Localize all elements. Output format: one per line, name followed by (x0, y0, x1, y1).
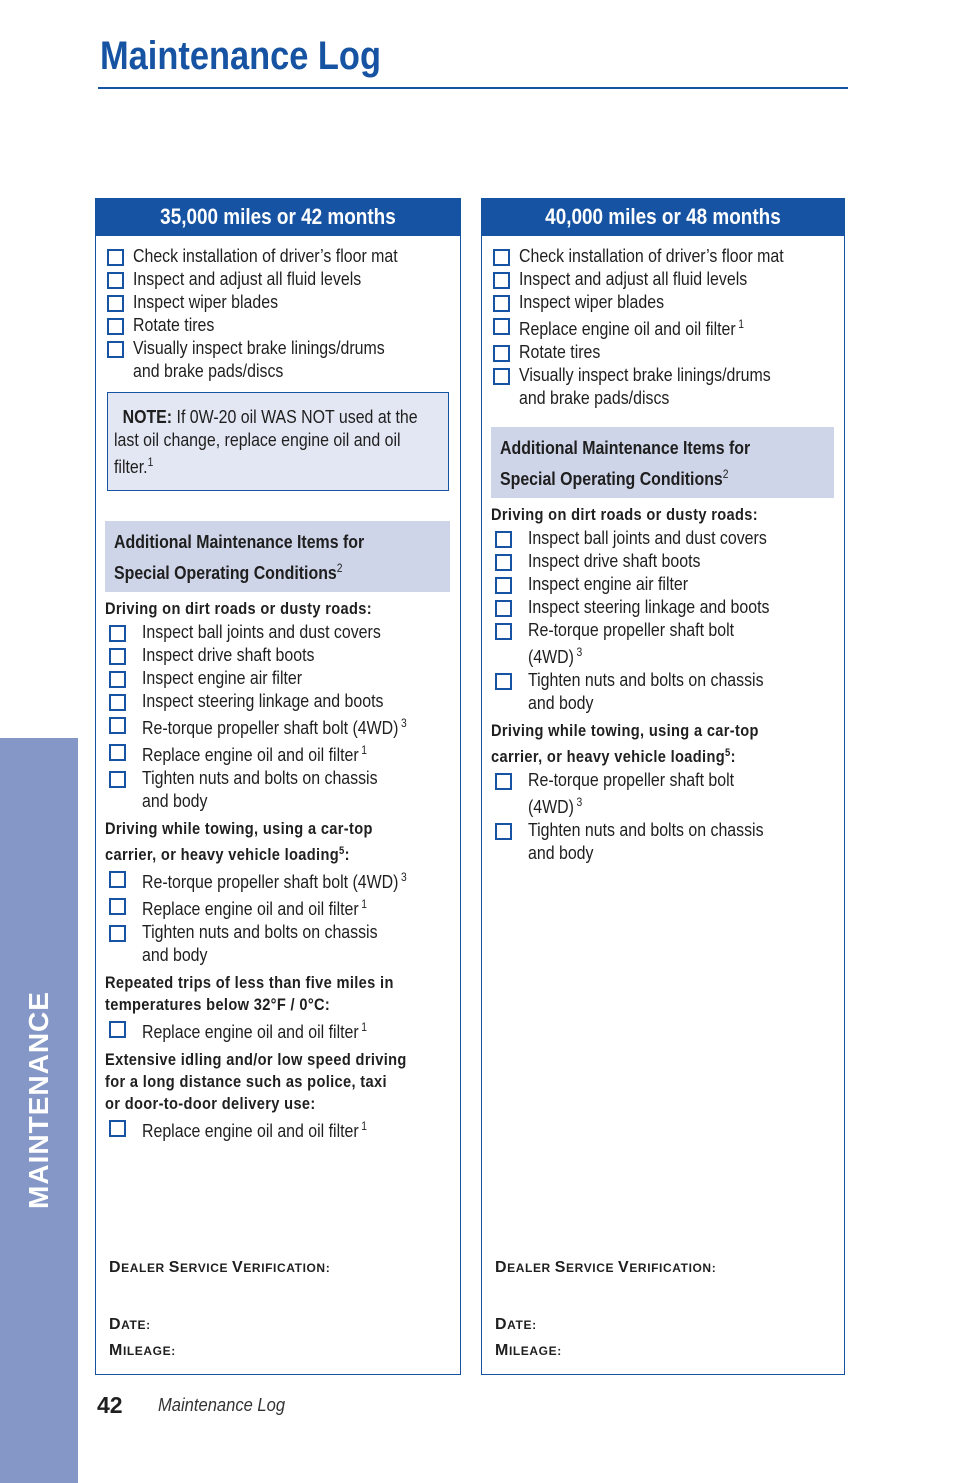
side-tab-label: MAINTENANCE (23, 991, 54, 1209)
checklist-item-label: Inspect and adjust all fluid levels (133, 268, 362, 289)
condition-heading: Driving on dirt roads or dusty roads: (491, 505, 758, 524)
note-footnote: 1 (147, 455, 154, 469)
checkbox[interactable] (107, 249, 124, 266)
checkbox[interactable] (493, 249, 510, 266)
checkbox[interactable] (109, 898, 126, 915)
checklist-item (105, 689, 450, 712)
checklist-item (491, 572, 834, 595)
checklist-item-label: Replace engine oil and oil filter $^1$ (519, 317, 745, 339)
checkbox[interactable] (107, 341, 124, 358)
checklist-item-label: Replace engine oil and oil filter $^1$ (142, 1020, 368, 1042)
checklist-item (491, 267, 834, 290)
footer-label: Maintenance Log (158, 1395, 286, 1415)
checkbox[interactable] (109, 771, 126, 788)
checklist-item-label: Rotate tires (133, 314, 215, 335)
checklist-item (105, 290, 450, 313)
main-checklist (105, 244, 450, 382)
checklist-item-label: Replace engine oil and oil filter $^1$ (142, 897, 368, 919)
checklist-item (491, 244, 834, 267)
checklist-item-label: Inspect steering linkage and boots (528, 596, 770, 617)
checklist-item (491, 618, 834, 668)
checklist-item-label: Visually inspect brake linings/drums and brake pads/discs (519, 364, 771, 408)
checklist-item-label: Tighten nuts and bolts on chassis and body (142, 921, 378, 965)
checklist-item-label: Check installation of driver’s floor mat (133, 245, 398, 266)
checklist-item (105, 666, 450, 689)
checklist-item-label: Replace engine oil and oil filter $^1$ (142, 743, 368, 765)
column-header: 40,000 miles or 48 months (481, 198, 845, 236)
checklist-item-label: Re-torque propeller shaft bolt (4WD) $^3$ (528, 619, 735, 667)
dealer-verification-label: DEALER SERVICE VERIFICATION: (109, 1259, 331, 1276)
checklist-item-label: Rotate tires (519, 341, 601, 362)
checkbox[interactable] (109, 694, 126, 711)
checklist-item (105, 766, 450, 812)
checkbox[interactable] (109, 671, 126, 688)
checklist-item-label: Inspect engine air filter (142, 667, 303, 688)
checklist-item-label: Inspect ball joints and dust covers (528, 527, 767, 548)
checklist-item (105, 620, 450, 643)
column-40000 (481, 198, 845, 1375)
checklist-item-label: Inspect and adjust all fluid levels (519, 268, 748, 289)
footnote-ref: 1 (361, 1020, 368, 1034)
condition-checklist (491, 768, 834, 864)
checklist-item-label: Inspect drive shaft boots (528, 550, 701, 571)
checkbox[interactable] (495, 531, 512, 548)
checkbox[interactable] (109, 871, 126, 888)
checklist-item (105, 866, 450, 893)
checklist-item-label: Check installation of driver’s floor mat (519, 245, 784, 266)
checklist-item (105, 1115, 450, 1142)
checklist-item (105, 712, 450, 739)
condition-checklist (105, 866, 450, 966)
checklist-item-label: Inspect wiper blades (519, 291, 665, 312)
checklist-item (105, 643, 450, 666)
checklist-item (491, 290, 834, 313)
footnote-ref: 3 (401, 716, 407, 730)
checklist-item (491, 595, 834, 618)
column-header: 35,000 miles or 42 months (95, 198, 461, 236)
page-number: 42 (97, 1392, 123, 1418)
footnote-ref: 1 (361, 1119, 368, 1133)
condition-checklist (105, 1016, 450, 1043)
footnote-ref: 1 (361, 897, 368, 911)
checkbox[interactable] (495, 773, 512, 790)
condition-heading: Driving while towing, using a car-top carrier, or heavy vehicle loading$^5$: (491, 721, 759, 766)
special-conditions-heading: Additional Maintenance Items for Special Operating Conditions$^2$ (105, 521, 450, 592)
checkbox[interactable] (493, 345, 510, 362)
checkbox[interactable] (107, 272, 124, 289)
condition-heading: Extensive idling and/or low speed driving for a long distance such as police, taxi or door-to-door delivery use: (105, 1050, 407, 1113)
checklist-item (491, 549, 834, 572)
footnote-ref: 1 (738, 317, 745, 331)
checkbox[interactable] (493, 272, 510, 289)
oil-note (107, 392, 449, 491)
checklist-item (105, 1016, 450, 1043)
note-text: If 0W-20 oil WAS NOT used at the last oil change, replace engine oil and oil filter. (114, 406, 418, 477)
checkbox[interactable] (495, 577, 512, 594)
checklist-item-label: Inspect drive shaft boots (142, 644, 315, 665)
checklist-item-label: Re-torque propeller shaft bolt (4WD) $^3$ (528, 769, 735, 817)
checklist-item-label: Tighten nuts and bolts on chassis and body (528, 669, 764, 713)
checklist-item-label: Tighten nuts and bolts on chassis and body (142, 767, 378, 811)
checkbox[interactable] (109, 717, 126, 734)
checklist-item (491, 363, 834, 409)
checklist-item (491, 526, 834, 549)
condition-checklist (491, 526, 834, 714)
checkbox[interactable] (109, 744, 126, 761)
page-title: Maintenance Log (100, 34, 381, 78)
checkbox[interactable] (495, 600, 512, 617)
dealer-verification-label: DEALER SERVICE VERIFICATION: (495, 1259, 717, 1276)
checkbox[interactable] (493, 295, 510, 312)
date-label: DATE: (109, 1316, 151, 1333)
checklist-item-label: Visually inspect brake linings/drums and brake pads/discs (133, 337, 385, 381)
checkbox[interactable] (109, 925, 126, 942)
condition-heading: Driving while towing, using a car-top carrier, or heavy vehicle loading$^5$: (105, 819, 373, 864)
checklist-item (105, 267, 450, 290)
condition-heading: Repeated trips of less than five miles in temperatures below 32°F / 0°C: (105, 973, 394, 1014)
checkbox[interactable] (109, 625, 126, 642)
main-checklist (491, 244, 834, 409)
special-conditions-heading: Additional Maintenance Items for Special Operating Conditions$^2$ (491, 427, 834, 498)
checkbox[interactable] (109, 1120, 126, 1137)
checklist-item (105, 244, 450, 267)
checklist-item-label: Inspect wiper blades (133, 291, 279, 312)
checkbox[interactable] (495, 823, 512, 840)
mileage-label: MILEAGE: (109, 1342, 176, 1359)
checklist-item-label: Re-torque propeller shaft bolt (4WD) $^3$ (142, 870, 407, 892)
condition-heading: Driving on dirt roads or dusty roads: (105, 599, 372, 618)
date-label: DATE: (495, 1316, 537, 1333)
footnote-ref: 3 (401, 870, 407, 884)
checklist-item (105, 313, 450, 336)
checklist-item-label: Tighten nuts and bolts on chassis and body (528, 819, 764, 863)
checkbox[interactable] (493, 318, 510, 335)
checklist-item-label: Re-torque propeller shaft bolt (4WD) $^3$ (142, 716, 407, 738)
column-35000 (95, 198, 461, 1375)
checkbox[interactable] (109, 1021, 126, 1038)
checklist-item-label: Inspect steering linkage and boots (142, 690, 384, 711)
footnote-ref: 3 (576, 645, 583, 659)
title-rule (98, 87, 848, 89)
checklist-item (491, 668, 834, 714)
checklist-item-label: Inspect ball joints and dust covers (142, 621, 381, 642)
condition-checklist (105, 1115, 450, 1142)
checklist-item-label: Replace engine oil and oil filter $^1$ (142, 1119, 368, 1141)
mileage-label: MILEAGE: (495, 1342, 562, 1359)
checklist-item (491, 818, 834, 864)
checkbox[interactable] (493, 368, 510, 385)
checklist-item (491, 768, 834, 818)
footnote-ref: 1 (361, 743, 368, 757)
footnote-ref: 3 (576, 795, 583, 809)
checkbox[interactable] (109, 648, 126, 665)
checkbox[interactable] (495, 623, 512, 640)
checkbox[interactable] (495, 554, 512, 571)
checkbox[interactable] (107, 318, 124, 335)
checklist-item-label: Inspect engine air filter (528, 573, 689, 594)
checklist-item (491, 340, 834, 363)
checklist-item (491, 313, 834, 340)
checklist-item (105, 893, 450, 920)
condition-checklist (105, 620, 450, 812)
note-label: NOTE: (122, 406, 173, 427)
checklist-item (105, 739, 450, 766)
checkbox[interactable] (495, 673, 512, 690)
checklist-item (105, 920, 450, 966)
checklist-item (105, 336, 450, 382)
checkbox[interactable] (107, 295, 124, 312)
